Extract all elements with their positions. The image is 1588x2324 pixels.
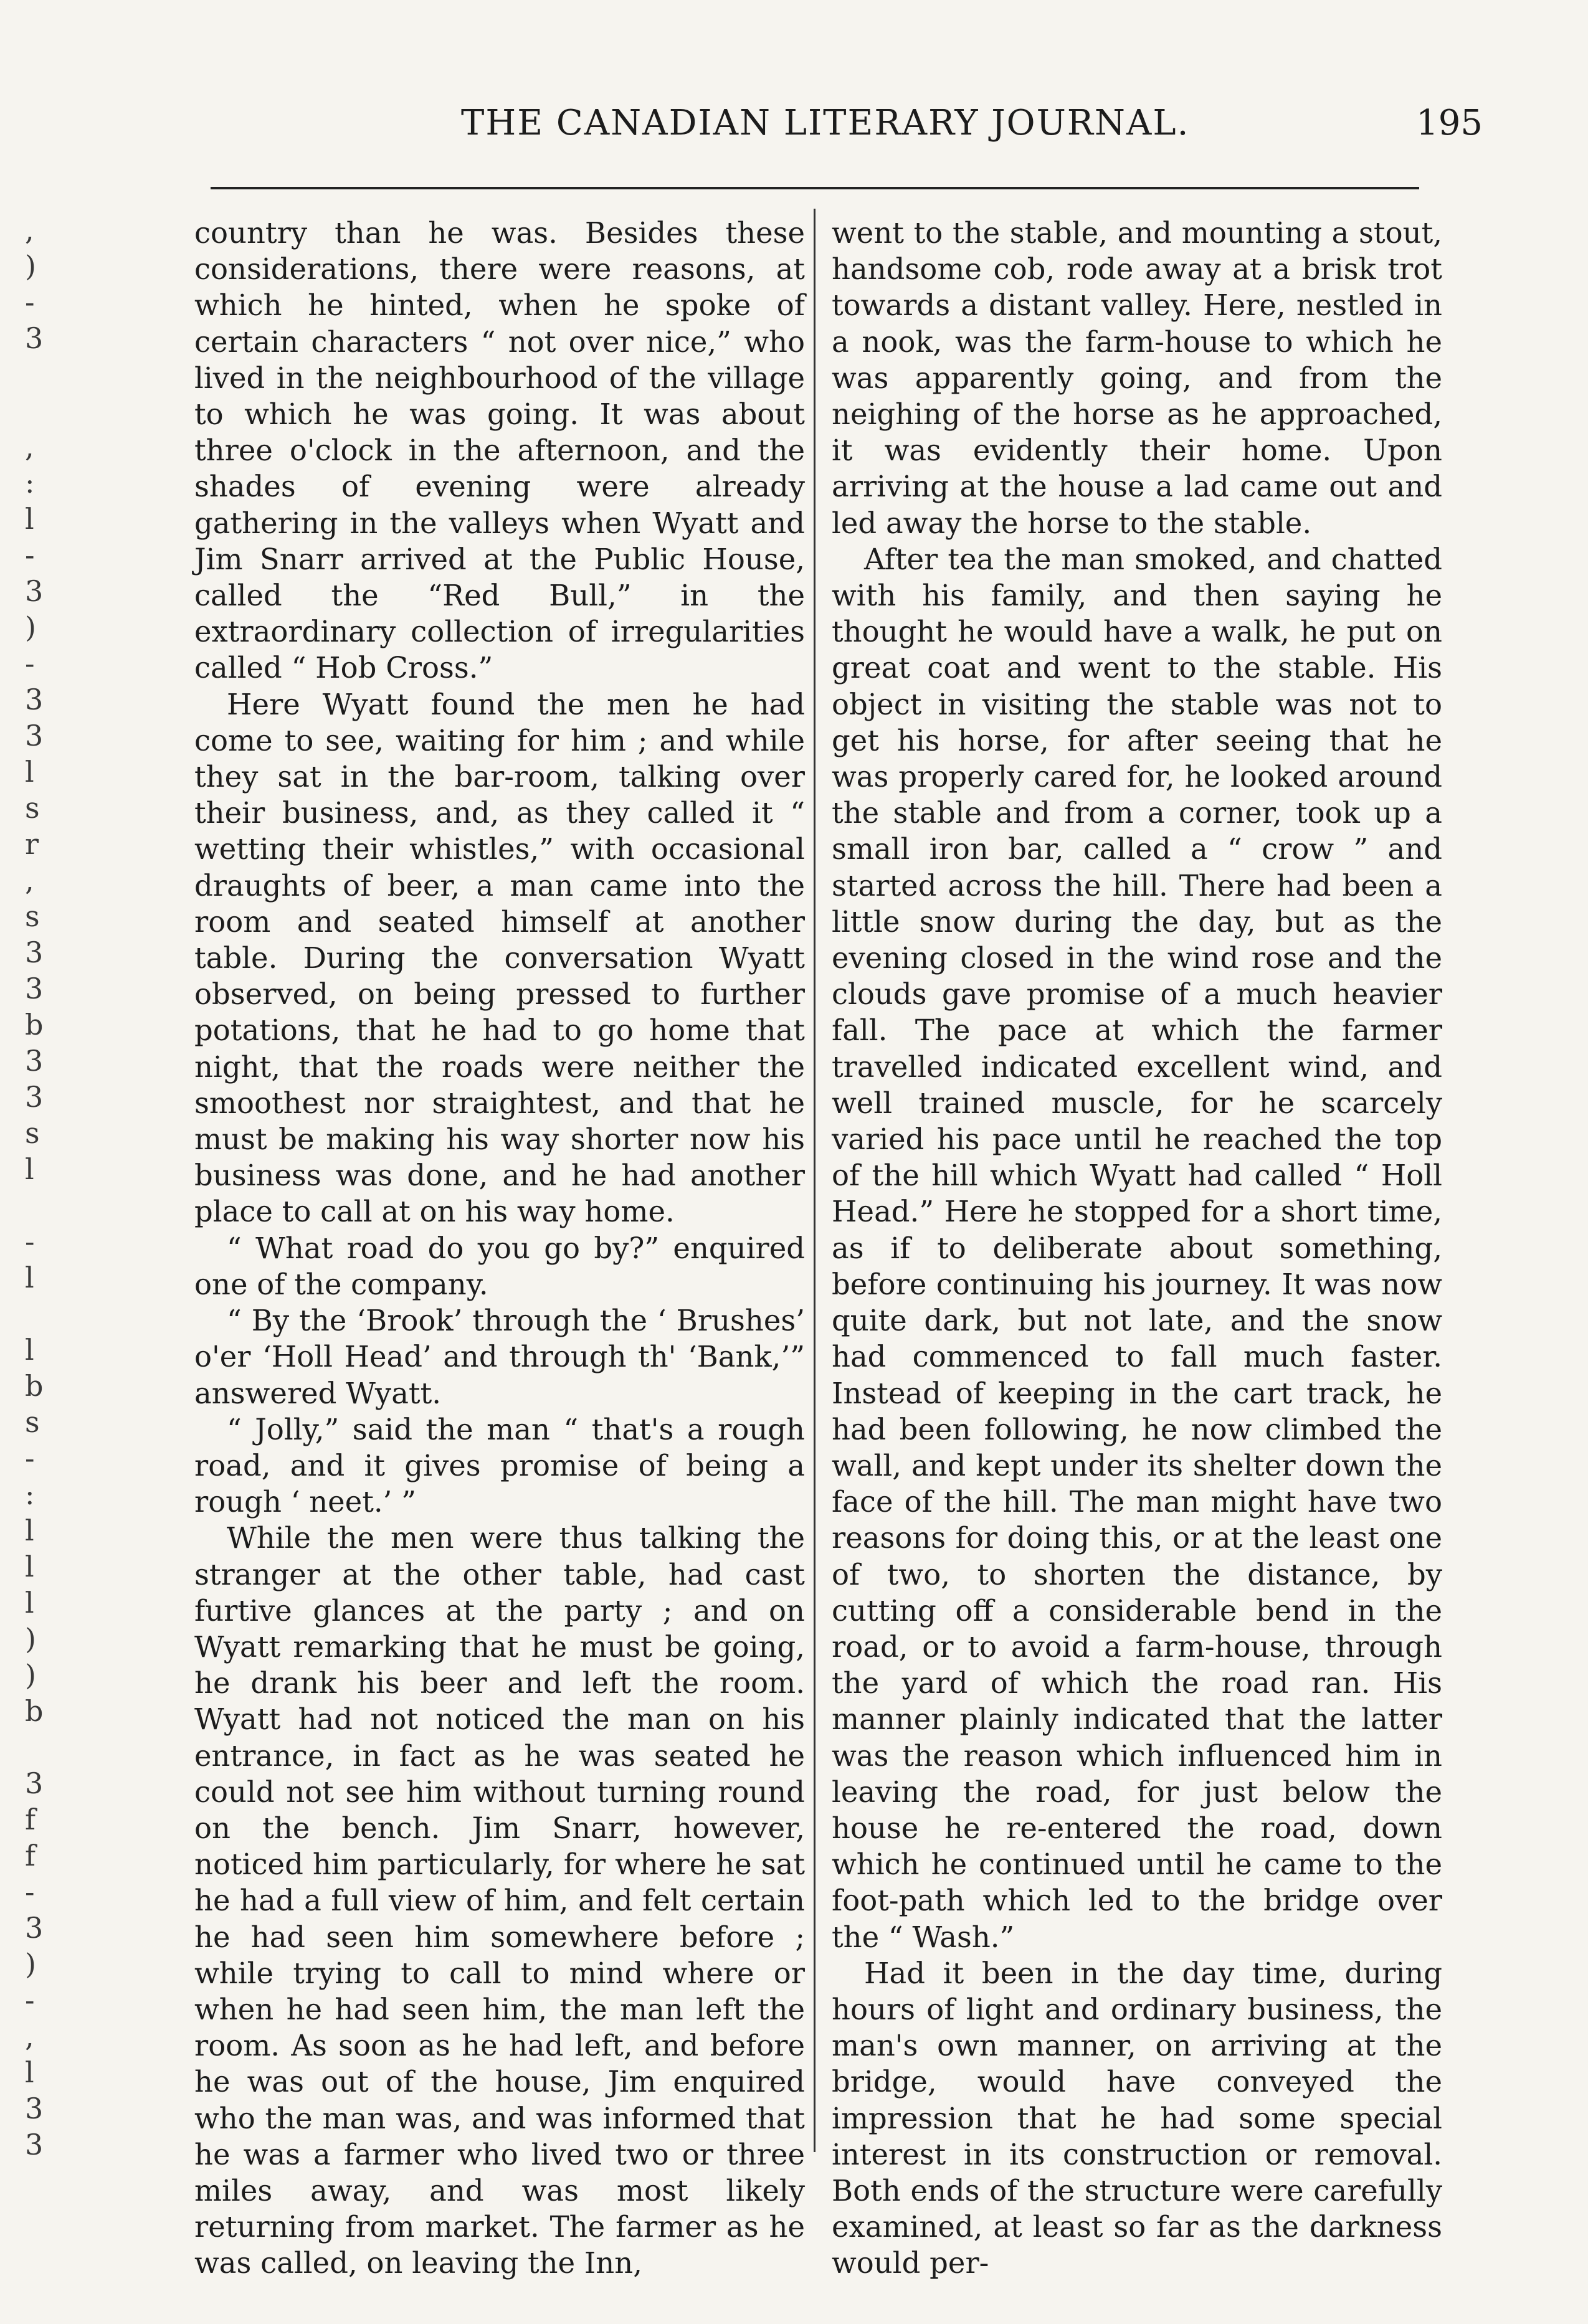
journal-title: THE CANADIAN LITERARY JOURNAL. (461, 103, 1190, 143)
paragraph: While the men were thus talking the stranger at the other table, had cast furtive glances at the party ; and on Wyatt remarking that he must be going, he drank his beer and left the room. Wyatt had not noticed the man on his entrance, in fact as he was seated he could not see him without turning round on the bench. Jim Snarr, however, noticed him particularly, for where he sat he had a full view of him, and felt certain he had seen him somewhere before ; while trying to call to mind where or when he had seen him, the man left the room. As soon as he had left, and before he was out of the house, Jim enquired who the man was, and was informed that he was a farmer who lived two or three miles away, and was most likely returning from market. The farmer as he was called, on leaving the Inn, (194, 1521, 805, 2280)
margin-mark: l (25, 1152, 34, 1186)
margin-mark: l (25, 502, 34, 536)
margin-mark: 3 (25, 1767, 44, 1800)
margin-mark: ) (25, 1622, 36, 1656)
margin-mark: l (25, 755, 34, 789)
margin-mark: 3 (25, 574, 44, 608)
paragraph: Had it been in the day time, during hours of light and ordinary business, the man's own manner, on arriving at the bridge, would have conveyed the impression that he had some special interest in its construction or removal. Both ends of the structure were carefully examined, at least so far as the darkness would per- (832, 1956, 1442, 2280)
margin-mark: - (25, 1225, 35, 1258)
margin-mark: - (25, 285, 35, 319)
margin-mark (25, 1729, 168, 1765)
margin-mark: f (25, 1803, 36, 1836)
page-number: 195 (1416, 103, 1483, 143)
margin-mark: f (25, 1839, 36, 1872)
margin-mark: - (25, 1441, 35, 1475)
margin-mark: 3 (25, 321, 44, 355)
margin-mark: s (25, 899, 40, 933)
margin-mark: l (25, 1261, 34, 1294)
left-column (194, 215, 805, 2282)
margin-mark: 3 (25, 1044, 44, 1078)
margin-mark: l (25, 1586, 34, 1620)
margin-bleedthrough (25, 212, 168, 2205)
running-header (187, 103, 1483, 159)
margin-mark: - (25, 1875, 35, 1909)
margin-mark: 3 (25, 936, 44, 969)
paragraph: After tea the man smoked, and chatted with his family, and then saying he thought he would have a walk, he put on great coat and went to the stable. His object in visiting the stable was not to get his horse, for after seeing that he was properly cared for, he looked around the stable and from a corner, took up a small iron bar, called a “ crow ” and started across the hill. There had been a little snow during the day, but as the evening closed in the wind rose and the clouds gave promise of a much heavier fall. The pace at which the farmer travelled indicated excellent wind, and well trained muscle, for he scarcely varied his pace until he reached the top of the hill which Wyatt had called “ Holl Head.” Here he stopped for a short time, as if to deliberate about something, before continuing his journey. It was now quite dark, but not late, and the snow had commenced to fall much faster. Instead of keeping in the cart track, he had been following, he now climbed the wall, and kept under its shelter down the face of the hill. The man might have two reasons for doing this, or at the least one of two, to shorten the distance, by cutting off a considerable bend in the road, or to avoid a farm-house, through the yard of which the road ran. His manner plainly indicated that the latter was the reason which influenced him in leaving the road, for just below the house he re-entered the road, down which he continued until he came to the foot-path which led to the bridge over the “ Wash.” (832, 542, 1442, 1954)
margin-mark: b (25, 1008, 44, 1041)
margin-mark (25, 1296, 168, 1332)
margin-mark: 3 (25, 2092, 44, 2125)
paragraph: “ Jolly,” said the man “ that's a rough road, and it gives promise of being a rough ‘ neet.’ ” (194, 1412, 805, 1519)
margin-mark: 3 (25, 1080, 44, 1114)
column-divider (814, 209, 815, 2152)
margin-mark: : (25, 466, 35, 500)
margin-mark: b (25, 1694, 44, 1728)
margin-mark: 3 (25, 719, 44, 752)
margin-mark: , (25, 430, 34, 463)
margin-mark: , (25, 2019, 34, 2053)
paragraph: Here Wyatt found the men he had come to see, waiting for him ; and while they sat in the bar-room, talking over their business, and, as they called it “ wetting their whistles,” with occasional draughts of beer, a man came into the room and seated himself at another table. During the conversation Wyatt observed, on being pressed to further potations, that he had to go home that night, that the roads were neither the smoothest nor straightest, and that he must be making his way shorter now his business was done, and he had another place to call at on his way home. (194, 687, 805, 1229)
margin-mark (25, 356, 168, 392)
margin-mark: s (25, 791, 40, 825)
paragraph: went to the stable, and mounting a stout, handsome cob, rode away at a brisk trot towards a distant valley. Here, nestled in a nook, was the farm-house to which he was apparently going, and from the neighing of the horse as he approached, it was evidently their home. Upon arriving at the house a lad came out and led away the horse to the stable. (832, 216, 1442, 540)
margin-mark: - (25, 647, 35, 680)
margin-mark: 3 (25, 1911, 44, 1945)
margin-mark: , (25, 863, 34, 897)
margin-mark: r (25, 827, 39, 861)
header-rule (211, 187, 1419, 189)
margin-mark: 3 (25, 972, 44, 1005)
paragraph: “ By the ‘Brook’ through the ‘ Brushes’ o'er ‘Holl Head’ and through th' ‘Bank,’” answered Wyatt. (194, 1304, 805, 1410)
margin-mark: s (25, 1116, 40, 1150)
margin-mark: : (25, 1477, 35, 1511)
margin-mark (25, 1187, 168, 1223)
margin-mark: l (25, 1333, 34, 1367)
right-column (832, 215, 1442, 2282)
margin-mark: ) (25, 610, 36, 644)
margin-mark: l (25, 1514, 34, 1547)
paragraph: country than he was. Besides these considerations, there were reasons, at which he hinted, when he spoke of certain characters “ not over nice,” who lived in the neighbourhood of the village to which he was going. It was about three o'clock in the afternoon, and the shades of evening were already gathering in the valleys when Wyatt and Jim Snarr arrived at the Public House, called the “Red Bull,” in the extraordinary collection of irregularities called “ Hob Cross.” (194, 216, 805, 685)
margin-mark: ) (25, 1947, 36, 1981)
margin-mark: - (25, 1983, 35, 2017)
margin-mark: ) (25, 249, 36, 283)
margin-mark: l (25, 2056, 34, 2089)
margin-mark: s (25, 1405, 40, 1439)
margin-mark: , (25, 213, 34, 247)
margin-mark: 3 (25, 2128, 44, 2161)
margin-mark (25, 392, 168, 429)
margin-mark: b (25, 1369, 44, 1403)
margin-mark: l (25, 1550, 34, 1583)
paragraph: “ What road do you go by?” enquired one of the company. (194, 1231, 805, 1301)
margin-mark: ) (25, 1658, 36, 1692)
margin-mark: 3 (25, 683, 44, 716)
margin-mark: - (25, 538, 35, 572)
